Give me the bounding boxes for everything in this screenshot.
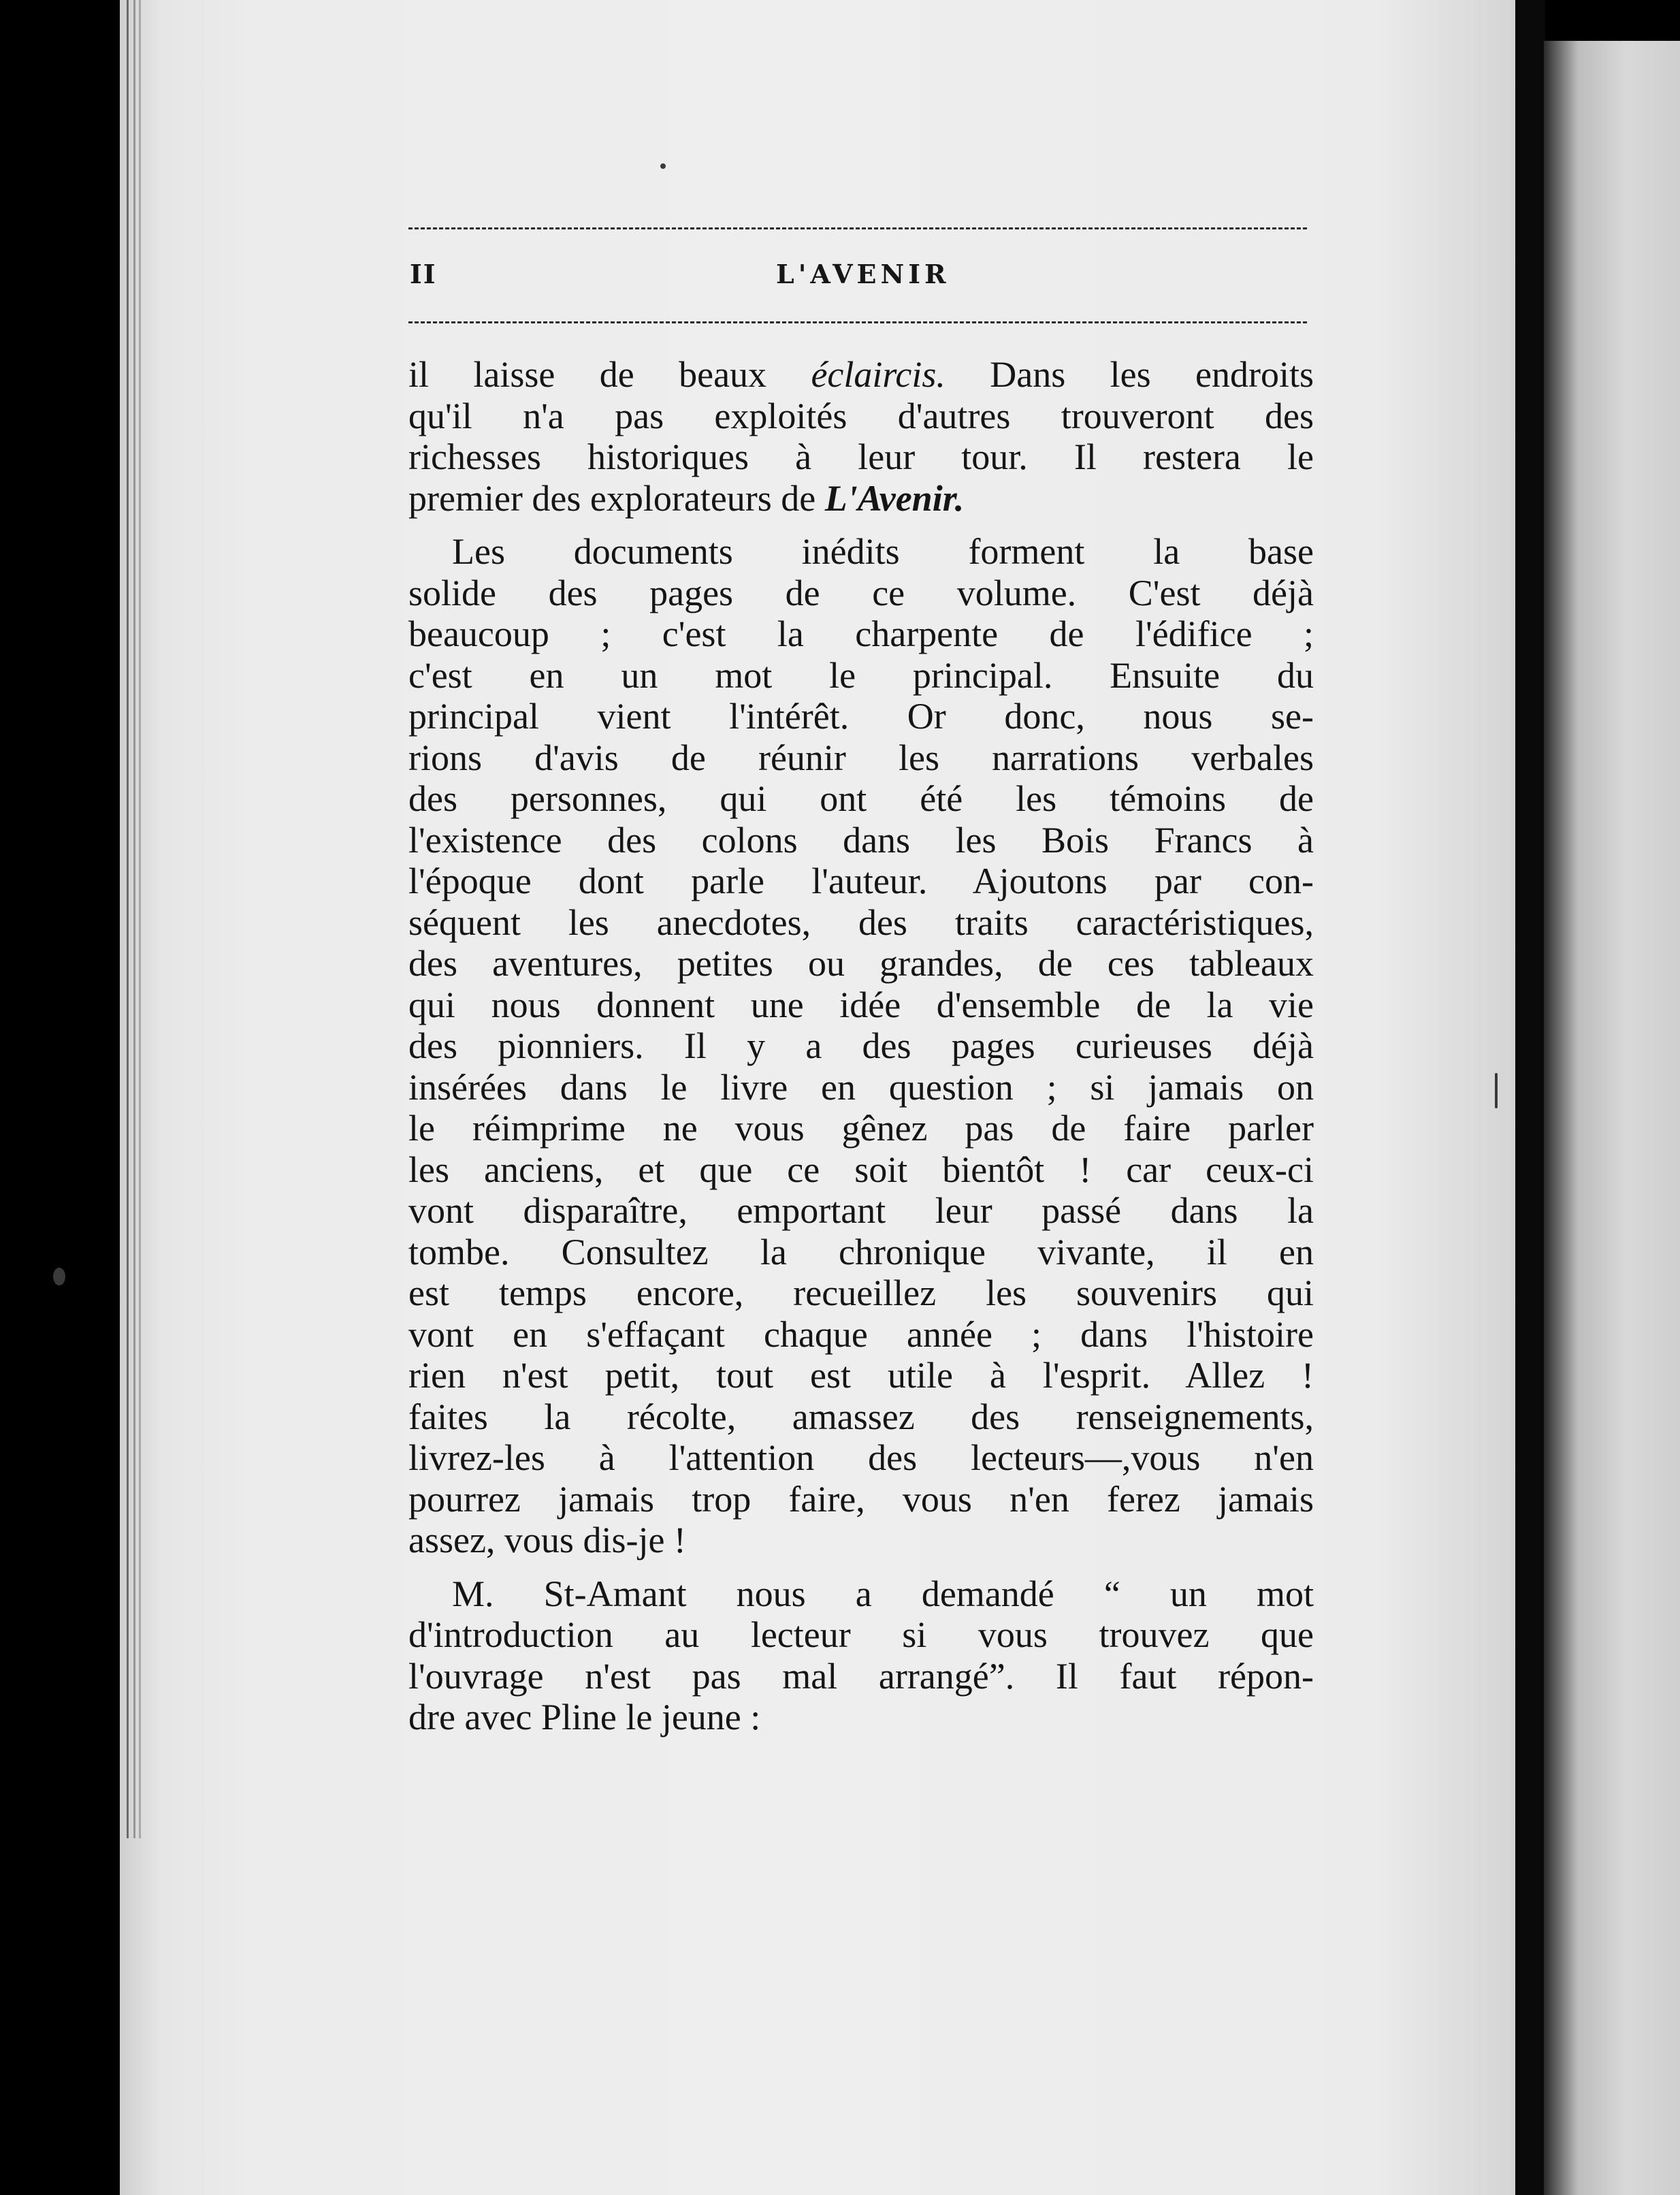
- text-run: qui nous donnent une idée d'ensemble de la vie: [408, 984, 1314, 1025]
- text-run: vont en s'effaçant chaque année ; dans l'histoire: [408, 1313, 1314, 1355]
- text-line: [408, 1656, 1314, 1697]
- text-line: [408, 984, 1314, 1026]
- text-line: [408, 1573, 1314, 1615]
- text-run: pourrez jamais trop faire, vous n'en ferez jamais: [408, 1478, 1314, 1520]
- text-line: [408, 1614, 1314, 1656]
- text-run: richesses historiques à leur tour. Il restera le: [408, 436, 1314, 477]
- text-run: des aventures, petites ou grandes, de ces tableaux: [408, 943, 1314, 984]
- paragraph: [408, 1573, 1314, 1738]
- text-run: M. St-Amant nous a demandé “ un mot: [452, 1573, 1314, 1614]
- text-line: [408, 778, 1314, 820]
- text-run: Dans les endroits: [945, 354, 1314, 395]
- text-run: livrez-les à l'attention des lecteurs—,vous n'en: [408, 1437, 1314, 1478]
- header-rule-bottom: [408, 321, 1307, 323]
- text-run: l'époque dont parle l'auteur. Ajoutons par con-: [408, 861, 1314, 901]
- text-line: [408, 1479, 1314, 1520]
- text-line: [408, 396, 1314, 437]
- text-run: Les documents inédits forment la base: [452, 531, 1314, 572]
- text-run: des pionniers. Il y a des pages curieuses déjà: [408, 1025, 1314, 1066]
- text-run: est temps encore, recueillez les souvenirs qui: [408, 1272, 1314, 1313]
- text-line: [408, 1314, 1314, 1356]
- text-run: tombe. Consultez la chronique vivante, il en: [408, 1231, 1314, 1272]
- text-run: vont disparaître, emportant leur passé dans la: [408, 1190, 1314, 1231]
- running-title: L'AVENIR: [776, 259, 950, 289]
- text-line: [408, 478, 1314, 519]
- page-number: II: [410, 259, 437, 289]
- page-edge-line: [127, 0, 129, 1838]
- text-run: les anciens, et que ce soit bientôt ! car ceux-ci: [408, 1149, 1314, 1190]
- text-run: c'est en un mot le principal. Ensuite du: [408, 654, 1314, 696]
- text-line: [408, 1396, 1314, 1438]
- text-run: principal vient l'intérêt. Or donc, nous se-: [408, 696, 1314, 737]
- header-rule-top: [408, 227, 1307, 229]
- text-line: [408, 1108, 1314, 1149]
- text-line: [408, 354, 1314, 396]
- text-run: assez, vous dis-je !: [408, 1520, 686, 1560]
- text-line: [408, 1232, 1314, 1273]
- text-line: [408, 1697, 1314, 1738]
- text-run: faites la récolte, amassez des renseignements,: [408, 1396, 1314, 1437]
- text-line: [408, 531, 1314, 573]
- book-gutter: [1515, 0, 1545, 2195]
- running-head: [408, 259, 1307, 300]
- text-run: séquent les anecdotes, des traits caractéristiques,: [408, 901, 1314, 943]
- text-run: il laisse de beaux: [408, 354, 811, 395]
- text-run: beaucoup ; c'est la charpente de l'édifice ;: [408, 613, 1314, 654]
- text-run: l'ouvrage n'est pas mal arrangé”. Il faut répon-: [408, 1655, 1314, 1697]
- text-line: [408, 1437, 1314, 1479]
- text-line: [408, 737, 1314, 779]
- text-run: qu'il n'a pas exploités d'autres trouveront des: [408, 395, 1314, 436]
- text-line: [408, 1355, 1314, 1396]
- text-run: d'introduction au lecteur si vous trouvez que: [408, 1614, 1314, 1655]
- text-run: le réimprime ne vous gênez pas de faire parler: [408, 1108, 1314, 1149]
- page-edge-line: [133, 0, 135, 1838]
- text-line: [408, 902, 1314, 944]
- page-edge-line: [139, 0, 141, 1838]
- body-text: [408, 354, 1314, 1738]
- text-run: solide des pages de ce volume. C'est déjà: [408, 572, 1314, 613]
- text-line: [408, 1520, 1314, 1561]
- text-line: [408, 1190, 1314, 1232]
- paragraph: [408, 531, 1314, 1561]
- text-run: premier des explorateurs de: [408, 477, 825, 519]
- text-line: [408, 1025, 1314, 1067]
- text-line: [408, 1149, 1314, 1191]
- text-run: dre avec Pline le jeune :: [408, 1697, 761, 1737]
- text-line: [408, 861, 1314, 902]
- text-run: l'existence des colons dans les Bois Francs à: [408, 819, 1314, 861]
- text-run: insérées dans le livre en question ; si jamais on: [408, 1066, 1314, 1108]
- text-line: [408, 436, 1314, 478]
- text-line: [408, 1272, 1314, 1314]
- text-line: [408, 655, 1314, 696]
- italic-text: éclaircis.: [811, 354, 946, 395]
- scan-speck: [660, 163, 666, 169]
- text-line: [408, 573, 1314, 614]
- text-run: rien n'est petit, tout est utile à l'esprit. Allez !: [408, 1355, 1314, 1396]
- text-run: des personnes, qui ont été les témoins de: [408, 778, 1314, 819]
- scan-speck: [53, 1268, 65, 1285]
- text-line: [408, 820, 1314, 861]
- text-line: [408, 613, 1314, 655]
- text-run: rions d'avis de réunir les narrations verbales: [408, 737, 1314, 778]
- scan-speck: [1495, 1073, 1498, 1108]
- adjacent-page-edge: [1544, 41, 1680, 2195]
- paragraph: [408, 354, 1314, 519]
- text-line: [408, 943, 1314, 984]
- bold-italic-text: L'Avenir.: [824, 477, 965, 519]
- text-line: [408, 696, 1314, 737]
- text-line: [408, 1067, 1314, 1108]
